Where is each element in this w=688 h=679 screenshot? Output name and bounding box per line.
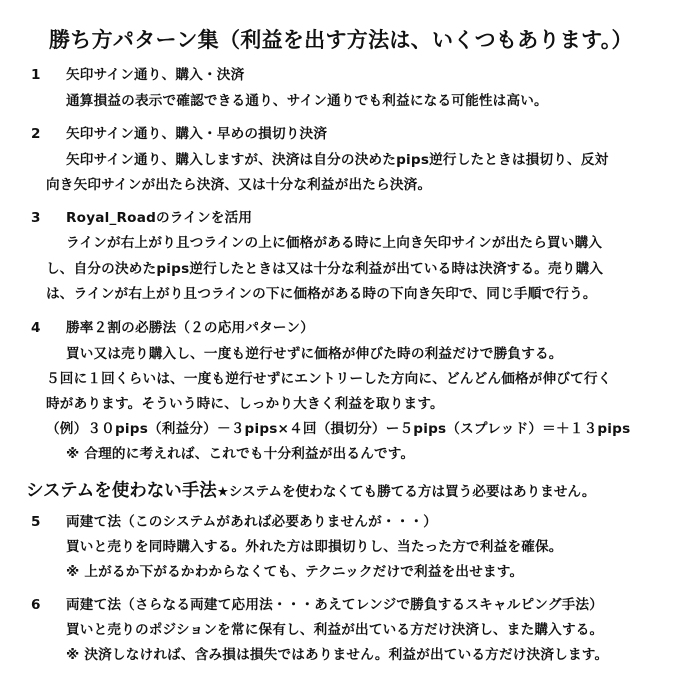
item-text: ※ 上がるか下がるかわからなくても、テクニックだけで利益を出せます。 (66, 564, 524, 580)
item-heading: 両建て法（このシステムがあれば必要ありませんが・・・） (66, 514, 438, 530)
item-text: は、ラインが右上がり且つラインの下に価格がある時の下向き矢印で、同じ手順で行う。 (46, 286, 597, 302)
item-text: （例）３０pips（利益分）－３pips×４回（損切分）ー５pips（スプレッド）＝＋１３pips (46, 421, 631, 437)
page-title: 勝ち方パターン集（利益を出す方法は、いくつもあります。） (49, 28, 633, 52)
item-text: ※ 決済しなければ、含み損は損失ではありません。利益が出ている方だけ決済します。 (66, 647, 609, 663)
item-text: ※ 合理的に考えれば、これでも十分利益が出るんです。 (66, 446, 415, 462)
item-heading: Royal_Roadのラインを活用 (66, 210, 253, 226)
section-title-main: システムを使わない手法 (26, 481, 217, 501)
item-number: 4 (31, 320, 41, 336)
item-number: 5 (31, 514, 41, 530)
item-text: し、自分の決めたpips逆行したときは又は十分な利益が出ている時は決済する。売り購入 (46, 261, 604, 277)
item-heading: 両建て法（さらなる両建て応用法・・・あえてレンジで勝負するスキャルピング手法） (66, 597, 604, 613)
item-text: 買いと売りを同時購入する。外れた方は即損切りし、当たった方で利益を確保。 (66, 539, 563, 555)
item-text: 買い又は売り購入し、一度も逆行せずに価格が伸びた時の利益だけで勝負する。 (66, 346, 563, 362)
item-heading: 矢印サイン通り、購入・決済 (66, 67, 245, 83)
item-number: 2 (31, 126, 41, 142)
item-text: 時があります。そういう時に、しっかり大きく利益を取ります。 (46, 396, 444, 412)
item-heading: 勝率２割の必勝法（２の応用パターン） (66, 320, 315, 336)
section-title (26, 480, 595, 503)
item-text: 矢印サイン通り、購入しますが、決済は自分の決めたpips逆行したときは損切り、反対 (66, 152, 609, 168)
item-text: ラインが右上がり且つラインの上に価格がある時に上向き矢印サインが出たら買い購入 (66, 235, 603, 251)
section-title-note: ★システムを使わなくても勝てる方は買う必要はありません。 (216, 484, 596, 500)
item-text: 買いと売りのポジションを常に保有し、利益が出ている方だけ決済し、また購入する。 (66, 622, 604, 638)
item-text: ５回に１回くらいは、一度も逆行せずにエントリーした方向に、どんどん価格が伸びて行く (46, 371, 612, 387)
item-heading: 矢印サイン通り、購入・早めの損切り決済 (66, 126, 328, 142)
item-number: 1 (31, 67, 41, 83)
item-text: 通算損益の表示で確認できる通り、サイン通りでも利益になる可能性は高い。 (66, 93, 548, 109)
item-text: 向き矢印サインが出たら決済、又は十分な利益が出たら決済。 (46, 177, 432, 193)
item-number: 6 (31, 597, 41, 613)
item-number: 3 (31, 210, 41, 226)
